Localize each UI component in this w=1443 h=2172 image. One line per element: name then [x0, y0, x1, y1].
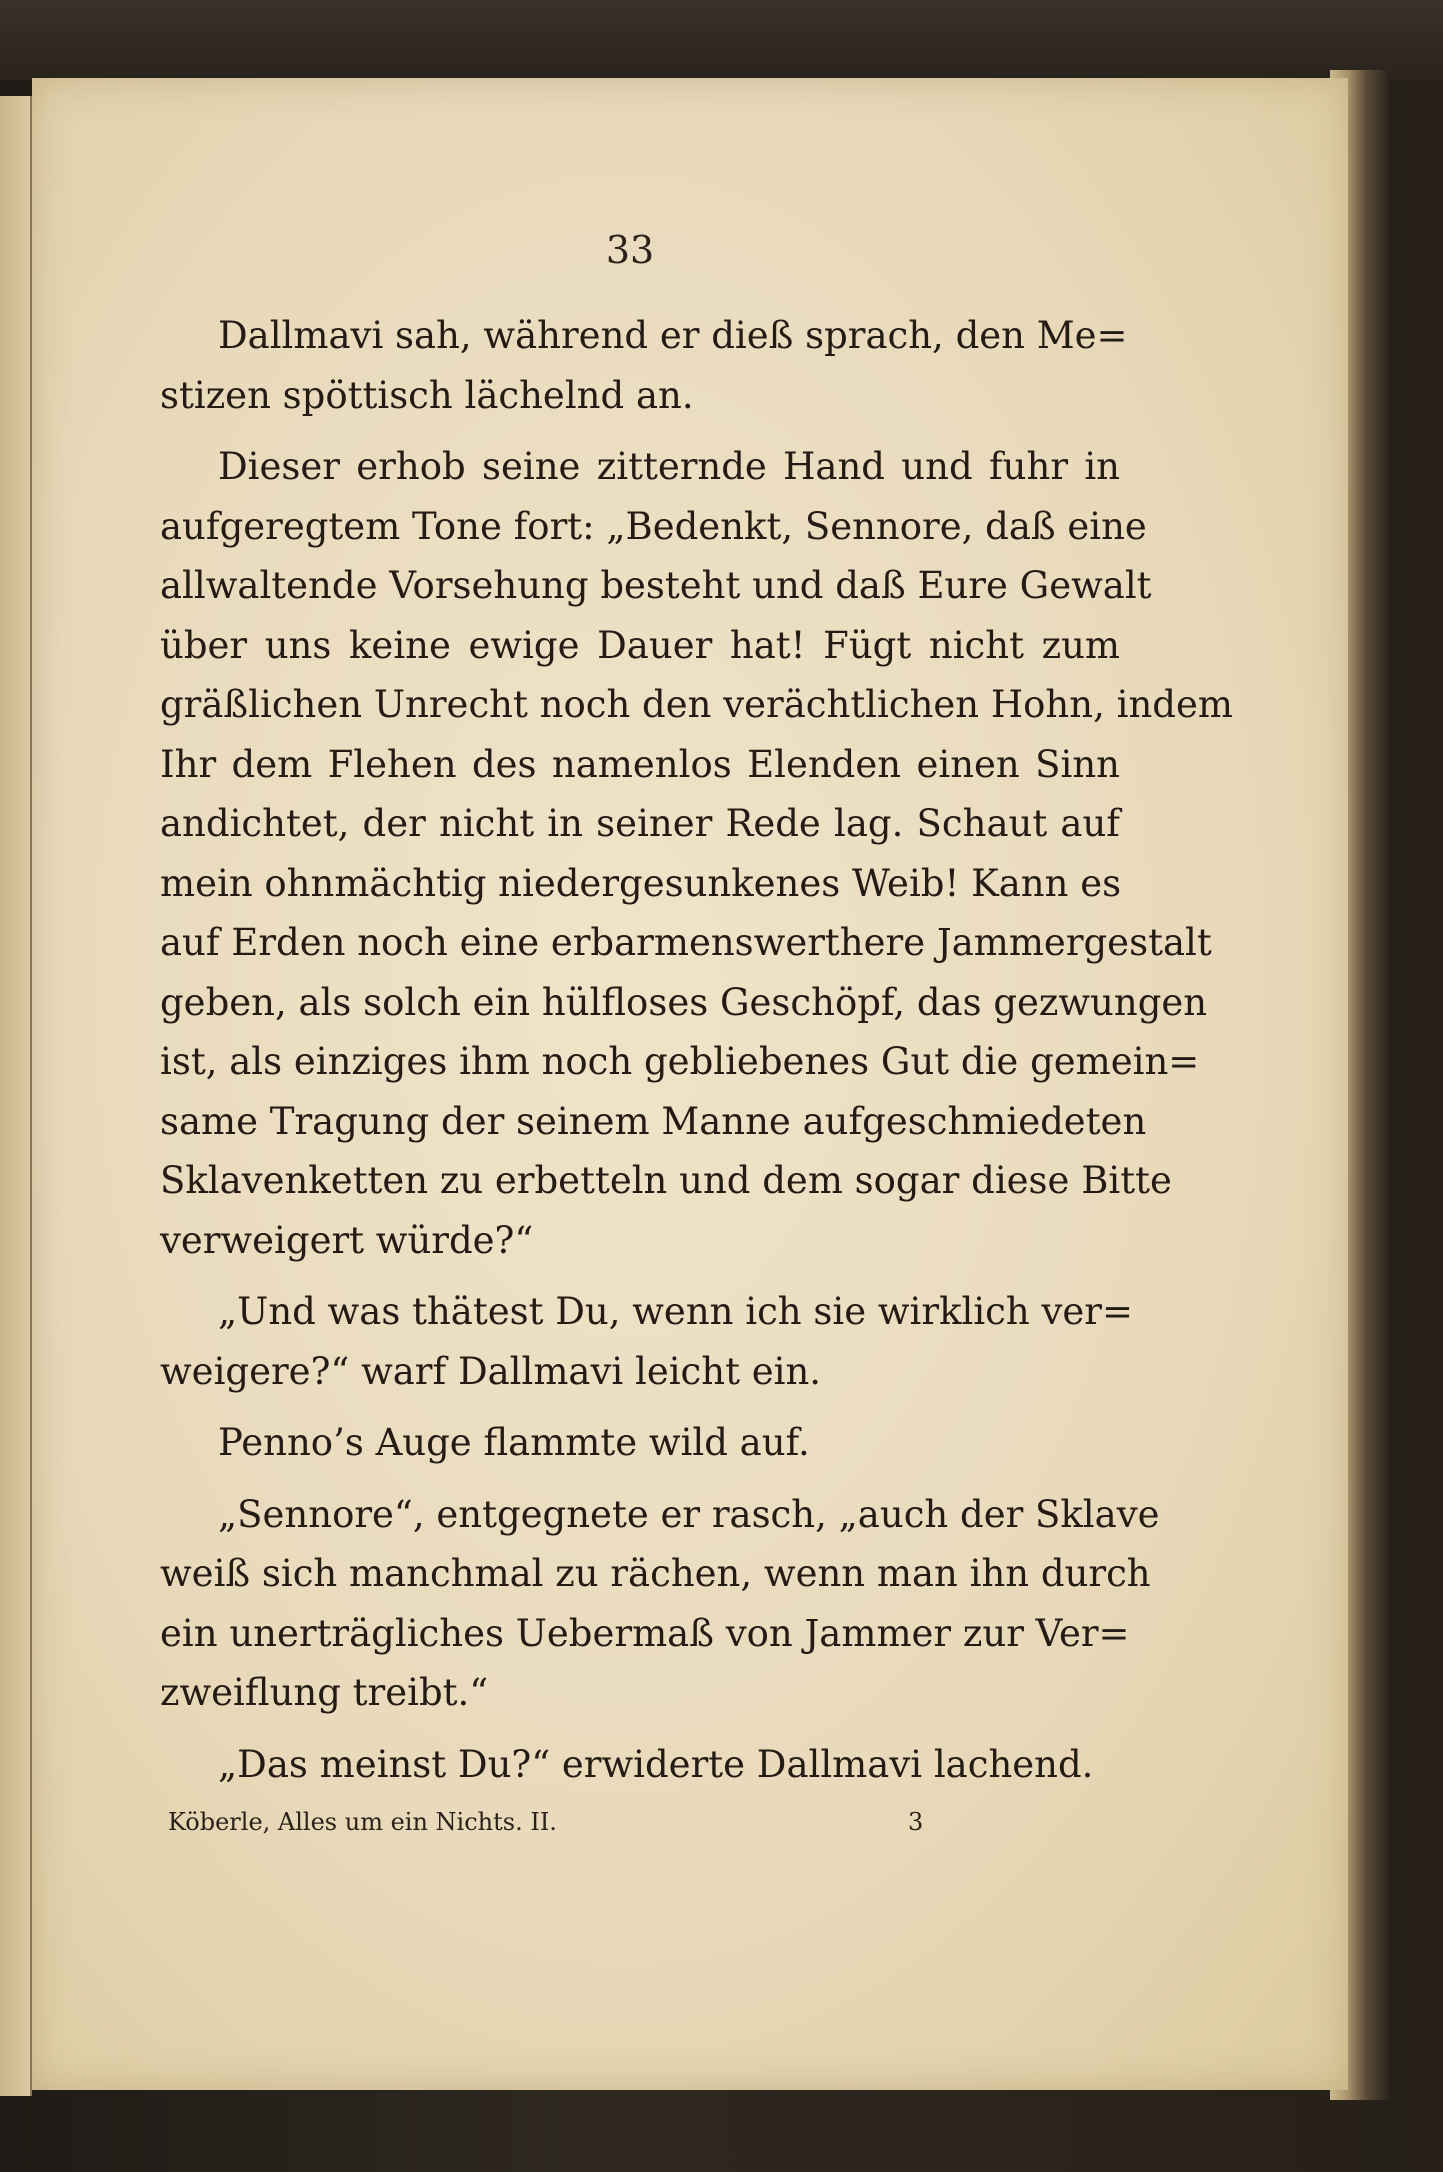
text-line: allwaltende Vorsehung besteht und daß Eure Gewalt — [160, 564, 1152, 607]
text-line: Sklavenketten zu erbetteln und dem sogar diese Bitte — [160, 1159, 1172, 1202]
text-line: mein ohnmächtig niedergesunkenes Weib! Kann es — [160, 861, 1122, 905]
text-line: „Und was thätest Du, wenn ich sie wirklich ver= — [218, 1290, 1133, 1333]
text-line: „Sennore“, entgegnete er rasch, „auch der Sklave — [218, 1492, 1160, 1536]
text-line: andichtet, der nicht in seiner Rede lag. Schaut auf — [160, 802, 1120, 845]
facing-page-edge — [0, 96, 32, 2096]
text-line: ein unerträgliches Uebermaß von Jammer zur Ver= — [160, 1611, 1130, 1655]
paragraph-gap — [160, 1473, 1120, 1485]
text-line: Dieser erhob seine zitternde Hand und fuhr in — [218, 445, 1120, 488]
text-line: stizen spöttisch lächelnd an. — [160, 373, 694, 417]
text-line: „Das meinst Du?“ erwiderte Dallmavi lachend. — [218, 1742, 1094, 1786]
paragraph-gap — [160, 1270, 1120, 1282]
text-line: zweiflung treibt.“ — [160, 1671, 489, 1714]
text-line: ist, als einziges ihm noch gebliebenes Gut die gemein= — [160, 1040, 1200, 1083]
text-line: über uns keine ewige Dauer hat! Fügt nicht zum — [160, 623, 1120, 667]
paragraph-gap — [160, 1723, 1120, 1735]
text-line: Dallmavi sah, während er dieß sprach, den Me= — [218, 314, 1128, 357]
footer-sheet-mark: 3 — [908, 1808, 924, 1836]
text-line: weigere?“ warf Dallmavi leicht ein. — [160, 1349, 822, 1393]
text-line: Ihr dem Flehen des namenlos Elenden einen Sinn — [160, 742, 1120, 786]
text-line: Penno’s Auge flammte wild auf. — [218, 1421, 810, 1464]
text-line: auf Erden noch eine erbarmenswerthere Jammergestalt — [160, 921, 1212, 964]
text-line: gräßlichen Unrecht noch den verächtlichen Hohn, indem — [160, 683, 1233, 726]
paragraph-gap — [160, 1401, 1120, 1413]
text-line: geben, als solch ein hülfloses Geschöpf, das gezwungen — [160, 980, 1208, 1024]
body-text — [160, 306, 1233, 1794]
text-line: weiß sich manchmal zu rächen, wenn man ihn durch — [160, 1552, 1151, 1595]
text-line: same Tragung der seinem Manne aufgeschmiedeten — [160, 1099, 1147, 1143]
page-number: 33 — [605, 228, 655, 272]
text-line: verweigert würde?“ — [160, 1218, 534, 1262]
book-cover-top — [0, 0, 1443, 80]
paragraph-gap — [160, 425, 1120, 437]
text-line: aufgeregtem Tone fort: „Bedenkt, Sennore, daß eine — [160, 504, 1147, 548]
footer-signature: Köberle, Alles um ein Nichts. II. — [168, 1808, 557, 1836]
